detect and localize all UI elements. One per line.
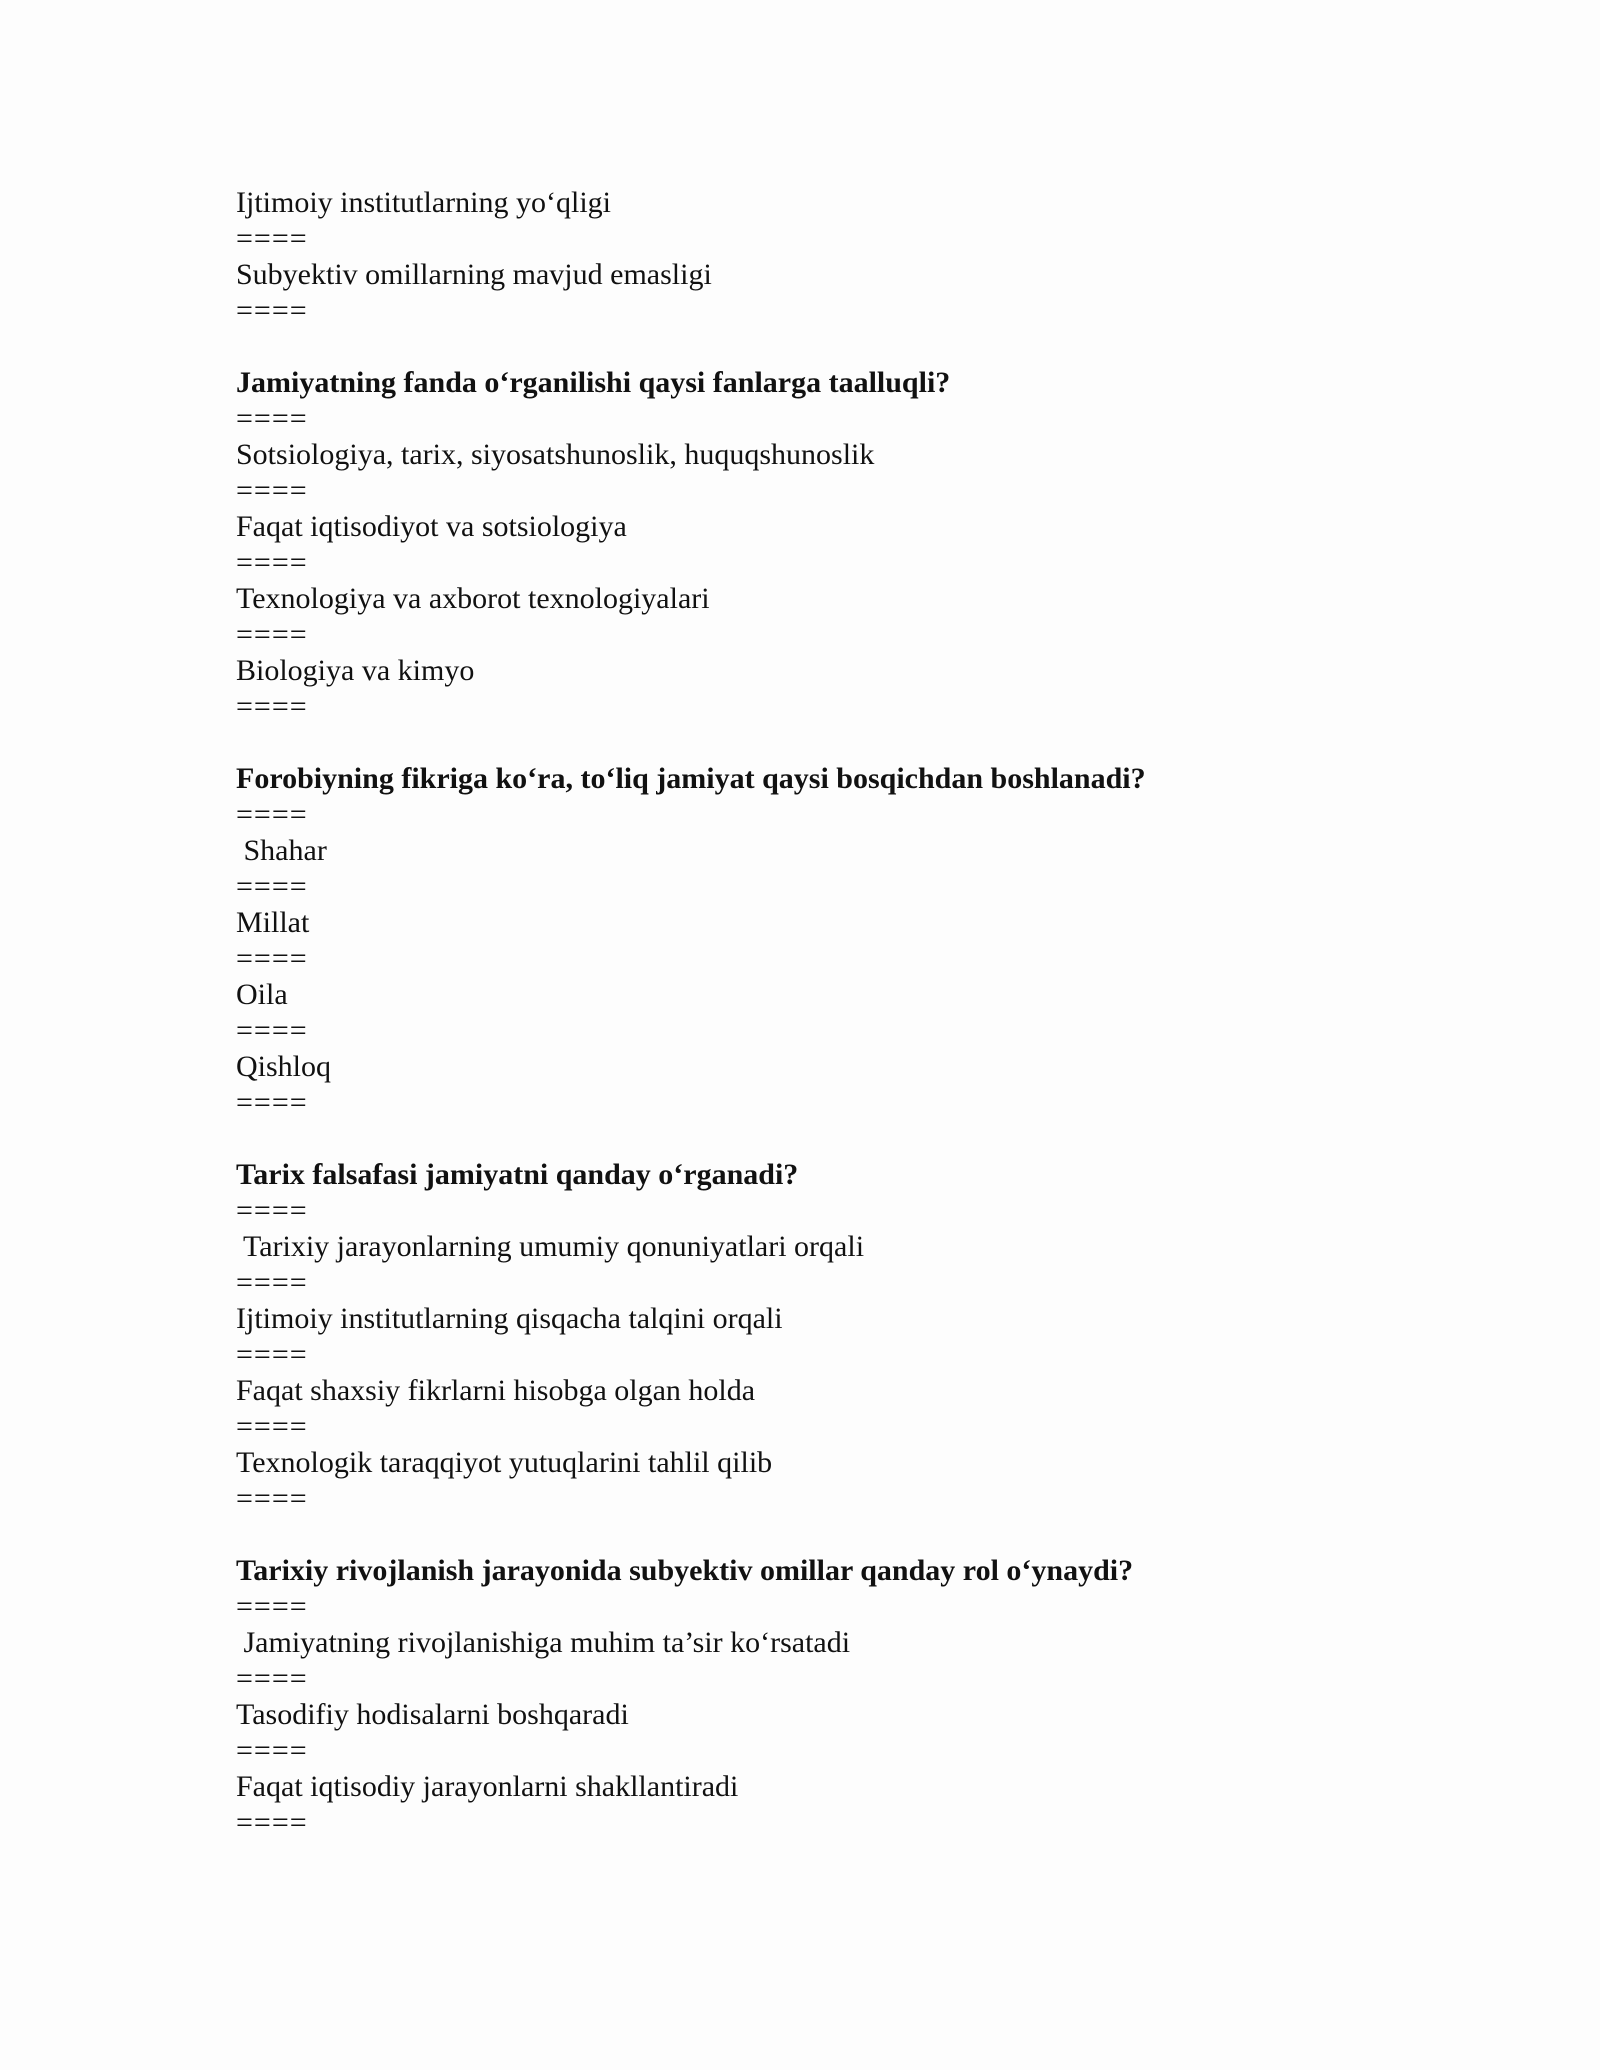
separator: ==== <box>236 618 308 651</box>
option-text: Sotsiologiya, tarix, siyosatshunoslik, huquqshunoslik <box>236 438 875 471</box>
separator: ==== <box>236 474 308 507</box>
option-text: Subyektiv omillarning mavjud emasligi <box>236 258 712 291</box>
document-content <box>236 185 1436 1841</box>
separator: ==== <box>236 690 308 723</box>
separator: ==== <box>236 1266 308 1299</box>
question-block <box>236 365 1436 725</box>
question-block <box>236 761 1436 1121</box>
separator: ==== <box>236 1086 308 1119</box>
separator: ==== <box>236 870 308 903</box>
separator: ==== <box>236 222 308 255</box>
question-text: Tarix falsafasi jamiyatni qanday o‘rganadi? <box>236 1158 799 1191</box>
separator: ==== <box>236 1806 308 1839</box>
question-block <box>236 1157 1436 1517</box>
option-text: Texnologiya va axborot texnologiyalari <box>236 582 710 615</box>
question-text: Forobiyning fikriga ko‘ra, to‘liq jamiyat qaysi bosqichdan boshlanadi? <box>236 762 1146 795</box>
separator: ==== <box>236 1338 308 1371</box>
question-text: Tarixiy rivojlanish jarayonida subyektiv omillar qanday rol o‘ynaydi? <box>236 1554 1134 1587</box>
option-text: Shahar <box>236 834 327 867</box>
separator: ==== <box>236 1662 308 1695</box>
separator: ==== <box>236 1194 308 1227</box>
separator: ==== <box>236 798 308 831</box>
option-text: Millat <box>236 906 310 939</box>
separator: ==== <box>236 1410 308 1443</box>
option-text: Biologiya va kimyo <box>236 654 475 687</box>
option-text: Tasodifiy hodisalarni boshqaradi <box>236 1698 629 1731</box>
option-text: Faqat iqtisodiy jarayonlarni shakllantiradi <box>236 1770 739 1803</box>
separator: ==== <box>236 1590 308 1623</box>
option-text: Ijtimoiy institutlarning qisqacha talqini orqali <box>236 1302 783 1335</box>
separator: ==== <box>236 546 308 579</box>
separator: ==== <box>236 1482 308 1515</box>
option-text: Tarixiy jarayonlarning umumiy qonuniyatlari orqali <box>236 1230 865 1263</box>
question-text: Jamiyatning fanda o‘rganilishi qaysi fanlarga taalluqli? <box>236 366 951 399</box>
option-text: Oila <box>236 978 288 1011</box>
separator: ==== <box>236 1014 308 1047</box>
separator: ==== <box>236 294 308 327</box>
option-text: Ijtimoiy institutlarning yo‘qligi <box>236 186 611 219</box>
option-text: Texnologik taraqqiyot yutuqlarini tahlil qilib <box>236 1446 773 1479</box>
option-text: Jamiyatning rivojlanishiga muhim ta’sir ko‘rsatadi <box>236 1626 851 1659</box>
separator: ==== <box>236 1734 308 1767</box>
separator: ==== <box>236 402 308 435</box>
separator: ==== <box>236 942 308 975</box>
option-text: Faqat iqtisodiyot va sotsiologiya <box>236 510 627 543</box>
option-text: Faqat shaxsiy fikrlarni hisobga olgan holda <box>236 1374 756 1407</box>
option-text: Qishloq <box>236 1050 332 1083</box>
top-options-block <box>236 185 1436 329</box>
question-block <box>236 1553 1436 1841</box>
